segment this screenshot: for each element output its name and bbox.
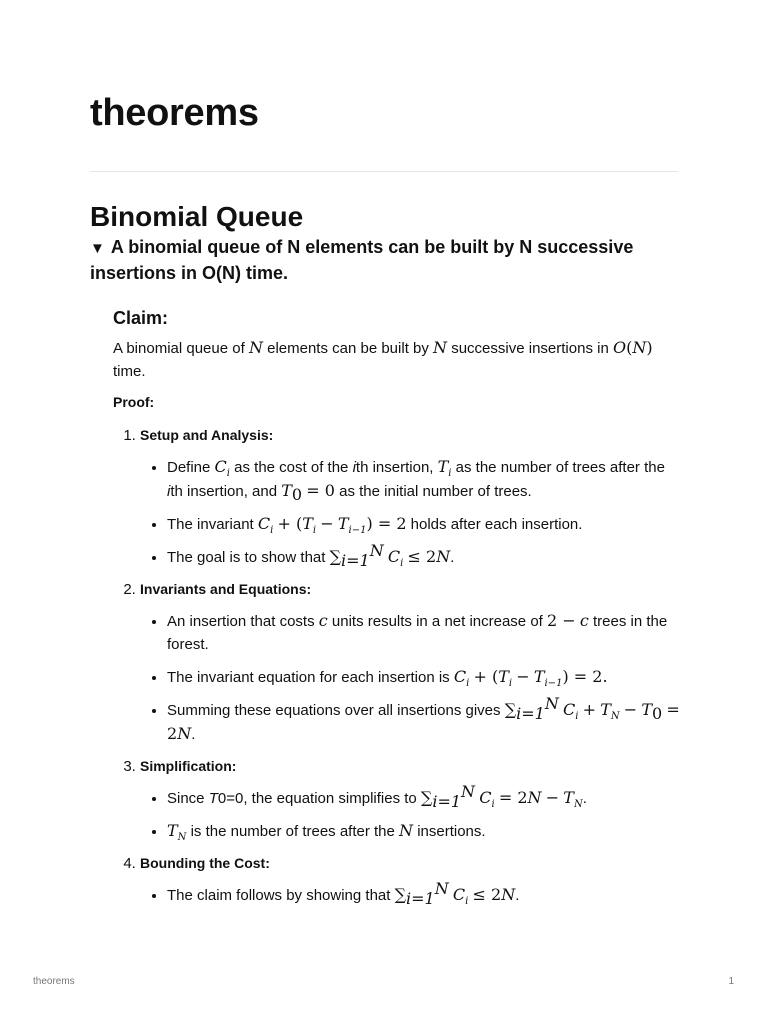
theorem-content bbox=[113, 306, 683, 932]
toggle-title: A binomial queue of N elements can be built by N successive insertions in O(N) time. bbox=[90, 237, 634, 283]
proof-bullet: • The goal is to show that $\sum_{i=1}^N$ $C_i \le 2N$. bbox=[167, 545, 683, 569]
proof-bullet: • Summing these equations over all insertions gives $\sum_{i=1}^N$ $C_i + T_N - T_0 = 2N$. bbox=[167, 698, 683, 746]
title-divider bbox=[90, 171, 678, 172]
proof-bullet: • The invariant $C_i + (T_i - T_{i-1}) = 2$ holds after each insertion. bbox=[167, 512, 683, 536]
proof-bullet: • An insertion that costs c units results in a net increase of 2 − c trees in the forest. bbox=[167, 609, 683, 656]
step-title: Bounding the Cost: bbox=[140, 855, 270, 871]
toggle-triangle-icon[interactable]: ▼ bbox=[90, 240, 105, 257]
step-title: Simplification: bbox=[140, 758, 237, 774]
proof-step bbox=[140, 424, 683, 569]
step-title: Invariants and Equations: bbox=[140, 581, 312, 597]
proof-step bbox=[140, 755, 683, 843]
proof-label: Proof: bbox=[113, 394, 155, 410]
claim-title: Claim: bbox=[113, 308, 169, 328]
section-heading: Binomial Queue bbox=[90, 201, 304, 232]
claim-text: A binomial queue of N elements can be built by N successive insertions in O(N) time. bbox=[113, 338, 653, 380]
step-title: Setup and Analysis: bbox=[140, 427, 274, 443]
footer-doc-title: theorems bbox=[33, 976, 75, 987]
proof-bullet: • Define $C_i$ as the cost of the ith insertion, $T_i$ as the number of trees after the ith insertion, and $T_0 = 0$ as the initial number of trees. bbox=[167, 455, 683, 503]
footer-page-number: 1 bbox=[728, 976, 734, 987]
proof-bullet: • $T_N$ is the number of trees after the N insertions. bbox=[167, 819, 683, 843]
page-title: theorems bbox=[90, 92, 259, 134]
proof-bullet: • Since T0=0, the equation simplifies to $\sum_{i=1}^N$ $C_i = 2N - T_N$. bbox=[167, 786, 683, 810]
proof-bullet: • The claim follows by showing that $\sum_{i=1}^N$ $C_i \le 2N$. bbox=[167, 883, 683, 907]
proof-step bbox=[140, 852, 683, 907]
proof-step bbox=[140, 578, 683, 746]
proof-bullet: • The invariant equation for each insertion is $C_i + (T_i - T_{i-1}) = 2$. bbox=[167, 665, 683, 689]
proof-steps bbox=[113, 424, 683, 907]
theorem-toggle[interactable] bbox=[90, 235, 690, 286]
